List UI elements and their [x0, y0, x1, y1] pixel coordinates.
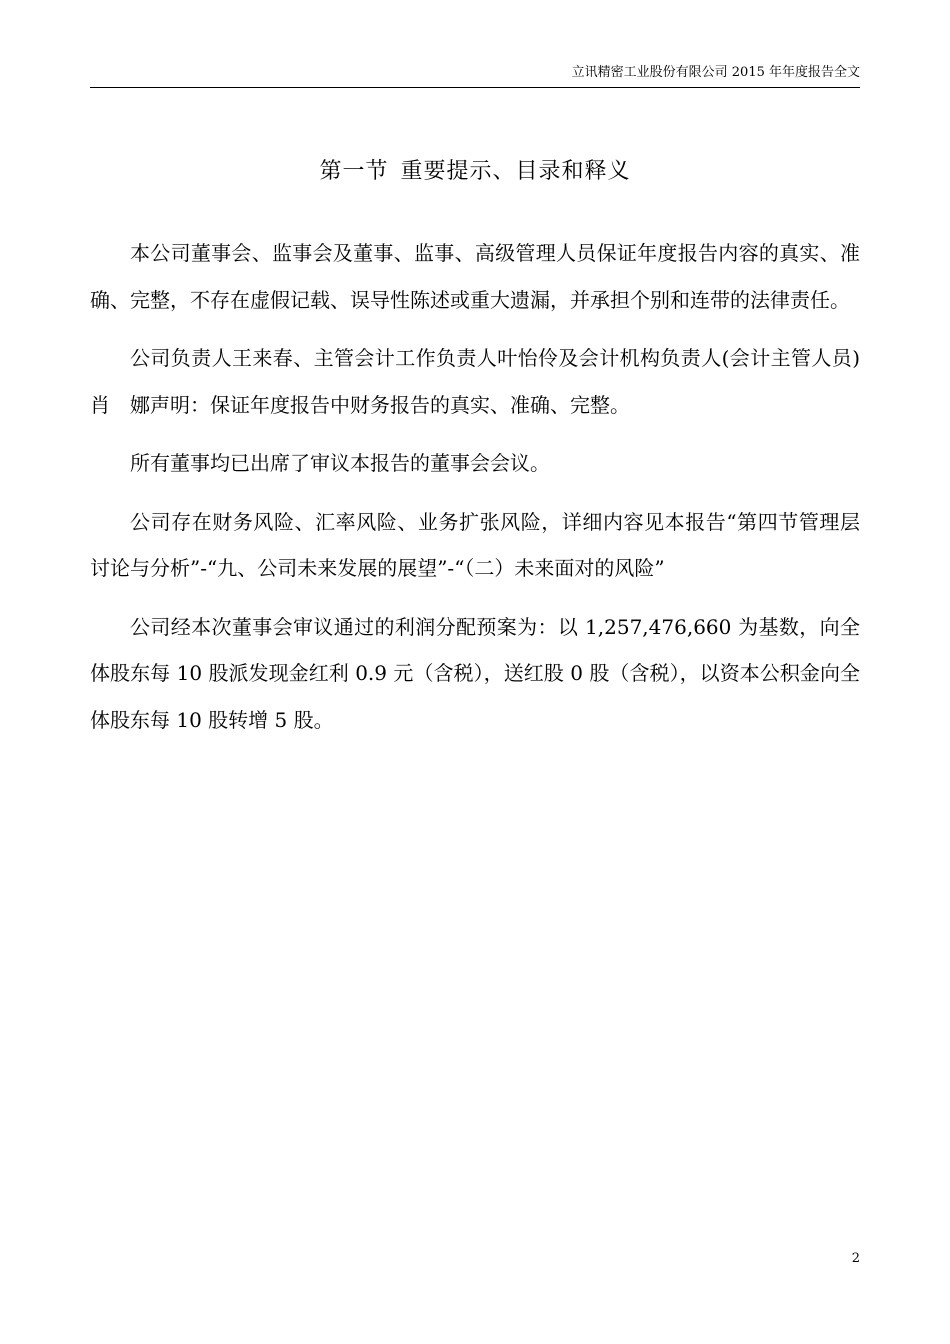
paragraph-board-attendance: 所有董事均已出席了审议本报告的董事会会议。 — [130, 451, 550, 475]
running-header-text: 立讯精密工业股份有限公司 2015 年年度报告全文 — [571, 65, 860, 80]
header-divider — [90, 87, 860, 88]
page-number: 2 — [851, 1251, 860, 1266]
document-body — [90, 230, 860, 755]
running-header — [90, 64, 860, 82]
section-title — [90, 156, 860, 188]
section-title-text: 重要提示、目录和释义 — [400, 159, 631, 184]
paragraph-financial-declaration: 公司负责人王来春、主管会计工作负责人叶怡伶及会计机构负责人(会计主管人员)肖 娜声明：保证年度报告中财务报告的真实、准确、完整。 — [90, 346, 860, 417]
paragraph-board-guarantee: 本公司董事会、监事会及董事、监事、高级管理人员保证年度报告内容的真实、准确、完整，不存在虚假记载、误导性陈述或重大遗漏，并承担个别和连带的法律责任。 — [90, 241, 860, 312]
paragraph-risk-notice: 公司存在财务风险、汇率风险、业务扩张风险，详细内容见本报告“第四节管理层讨论与分析”-“九、公司未来发展的展望”-“（二）未来面对的风险” — [90, 509, 860, 580]
section-number: 第一节 — [319, 159, 389, 184]
paragraph-profit-distribution: 公司经本次董事会审议通过的利润分配预案为：以 1,257,476,660 为基数，向全体股东每 10 股派发现金红利 0.9 元（含税），送红股 0 股（含税），以资本公积金向全体股东每 10 股转增 5 股。 — [90, 614, 860, 732]
